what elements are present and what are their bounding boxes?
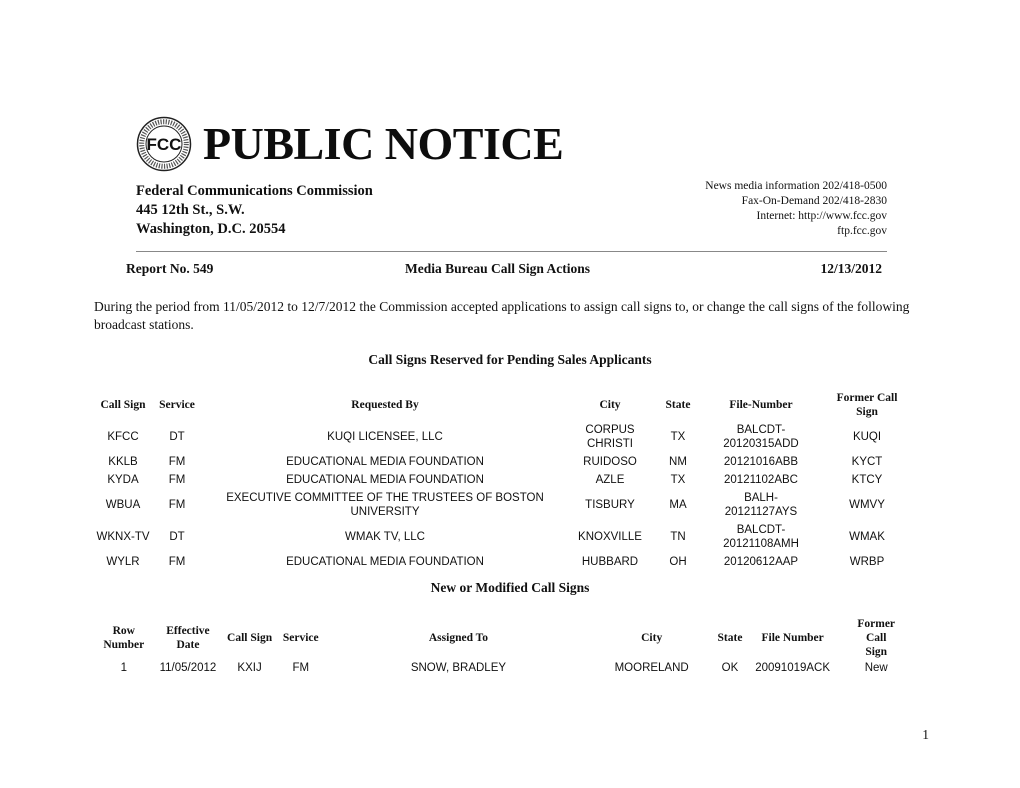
header-divider: [136, 251, 887, 252]
reserved-call-signs-table: [92, 389, 918, 571]
cell-state: OK: [721, 662, 739, 674]
col-header-service: Service: [159, 399, 195, 411]
cell-file-number: 20120612AAP: [723, 556, 799, 568]
cell-call-sign: WYLR: [106, 556, 140, 568]
cell-former-call-sign: KYCT: [851, 456, 883, 468]
cell-call-sign: KKLB: [108, 456, 138, 468]
col-header-service: Service: [282, 632, 319, 644]
cell-requested-by: EDUCATIONAL MEDIA FOUNDATION: [286, 456, 484, 468]
cell-city: RUIDOSO: [583, 456, 637, 468]
table-row: [92, 659, 918, 677]
cell-service: FM: [168, 556, 186, 568]
cell-former-call-sign: WMAK: [849, 531, 885, 543]
page-title: PUBLIC NOTICE: [203, 118, 564, 169]
col-header-city: City: [641, 632, 663, 644]
reserved-section-title: Call Signs Reserved for Pending Sales Applicants: [368, 352, 652, 367]
agency-name: Federal Communications Commission: [136, 183, 373, 199]
cell-service: FM: [168, 456, 186, 468]
cell-requested-by: KUQI LICENSEE, LLC: [327, 431, 443, 443]
report-date: 12/13/2012: [820, 261, 882, 276]
table-row: [92, 421, 918, 453]
col-header-city: City: [599, 399, 621, 411]
cell-call-sign: KYDA: [107, 474, 139, 486]
cell-service: FM: [292, 662, 310, 674]
table-row: [92, 553, 918, 571]
col-header-row-number: Row Number: [103, 625, 145, 651]
cell-file-number: BALCDT-20121108AMH: [723, 524, 799, 550]
col-header-call-sign: Call Sign: [227, 632, 273, 644]
col-header-file-number: File-Number: [729, 399, 793, 411]
cell-call-sign: WBUA: [105, 499, 141, 511]
cell-state: OH: [669, 556, 687, 568]
cell-effective-date: 11/05/2012: [159, 662, 217, 674]
page-number: 1: [922, 727, 929, 742]
col-header-state: State: [717, 632, 743, 644]
col-header-effective-date: Effective Date: [166, 625, 210, 651]
cell-city: HUBBARD: [581, 556, 639, 568]
new-modified-section-title: New or Modified Call Signs: [430, 580, 590, 595]
cell-call-sign: KXIJ: [237, 662, 262, 674]
cell-state: TX: [670, 431, 686, 443]
cell-city: CORPUS CHRISTI: [585, 424, 635, 450]
agency-street: 445 12th St., S.W.: [136, 202, 245, 218]
table-header-row: [92, 617, 918, 659]
report-number: Report No. 549: [126, 261, 214, 276]
cell-former-call-sign: KTCY: [851, 474, 883, 486]
cell-service: DT: [169, 431, 185, 443]
cell-file-number: 20121016ABB: [723, 456, 799, 468]
svg-text:FCC: FCC: [146, 135, 182, 154]
table-row: [92, 453, 918, 471]
cell-service: DT: [169, 531, 185, 543]
cell-state: NM: [669, 456, 687, 468]
cell-requested-by: EDUCATIONAL MEDIA FOUNDATION: [286, 556, 484, 568]
cell-service: FM: [168, 474, 186, 486]
cell-service: FM: [168, 499, 186, 511]
table-header-row: [92, 389, 918, 421]
cell-row-number: 1: [120, 662, 127, 674]
cell-assigned-to: SNOW, BRADLEY: [410, 662, 507, 674]
cell-former-call-sign: WMVY: [849, 499, 885, 511]
cell-former-call-sign: KUQI: [852, 431, 882, 443]
cell-file-number: 20121102ABC: [724, 474, 798, 486]
cell-state: MA: [669, 499, 687, 511]
table-row: [92, 471, 918, 489]
cell-file-number: 20091019ACK: [755, 662, 831, 674]
cell-former-call-sign: New: [864, 662, 888, 674]
contact-media: News media information 202/418-0500: [705, 180, 887, 192]
cell-city: MOORELAND: [614, 662, 689, 674]
cell-requested-by: WMAK TV, LLC: [345, 531, 425, 543]
cell-call-sign: KFCC: [107, 431, 139, 443]
fcc-seal-logo: [136, 116, 192, 172]
contact-ftp: ftp.fcc.gov: [837, 225, 887, 237]
cell-city: KNOXVILLE: [578, 531, 642, 543]
intro-paragraph: During the period from 11/05/2012 to 12/7/2012 the Commission accepted applications to assign call signs to, or change the call signs of the following broadcast stations.: [94, 299, 910, 332]
cell-city: TISBURY: [585, 499, 635, 511]
contact-fax: Fax-On-Demand 202/418-2830: [741, 195, 887, 207]
new-modified-call-signs-table: [92, 617, 918, 677]
col-header-former-call-sign: Former Call Sign: [836, 392, 898, 418]
col-header-assigned-to: Assigned To: [428, 632, 489, 644]
agency-city: Washington, D.C. 20554: [136, 221, 286, 237]
col-header-file-number: File Number: [761, 632, 824, 644]
cell-file-number: BALCDT-20120315ADD: [723, 424, 799, 450]
col-header-call-sign: Call Sign: [100, 399, 146, 411]
cell-requested-by: EXECUTIVE COMMITTEE OF THE TRUSTEES OF BOSTON UNIVERSITY: [226, 492, 544, 518]
contact-internet: Internet: http://www.fcc.gov: [756, 210, 887, 222]
cell-requested-by: EDUCATIONAL MEDIA FOUNDATION: [286, 474, 484, 486]
cell-former-call-sign: WRBP: [849, 556, 885, 568]
table-row: [92, 489, 918, 521]
col-header-requested-by: Requested By: [351, 399, 419, 411]
col-header-former-call-sign: Former Call Sign: [857, 618, 896, 658]
cell-city: AZLE: [595, 474, 625, 486]
col-header-state: State: [665, 399, 691, 411]
cell-state: TN: [670, 531, 686, 543]
cell-call-sign: WKNX-TV: [96, 531, 150, 543]
report-title: Media Bureau Call Sign Actions: [405, 261, 591, 276]
table-row: [92, 521, 918, 553]
cell-state: TX: [670, 474, 686, 486]
cell-file-number: BALH-20121127AYS: [724, 492, 798, 518]
